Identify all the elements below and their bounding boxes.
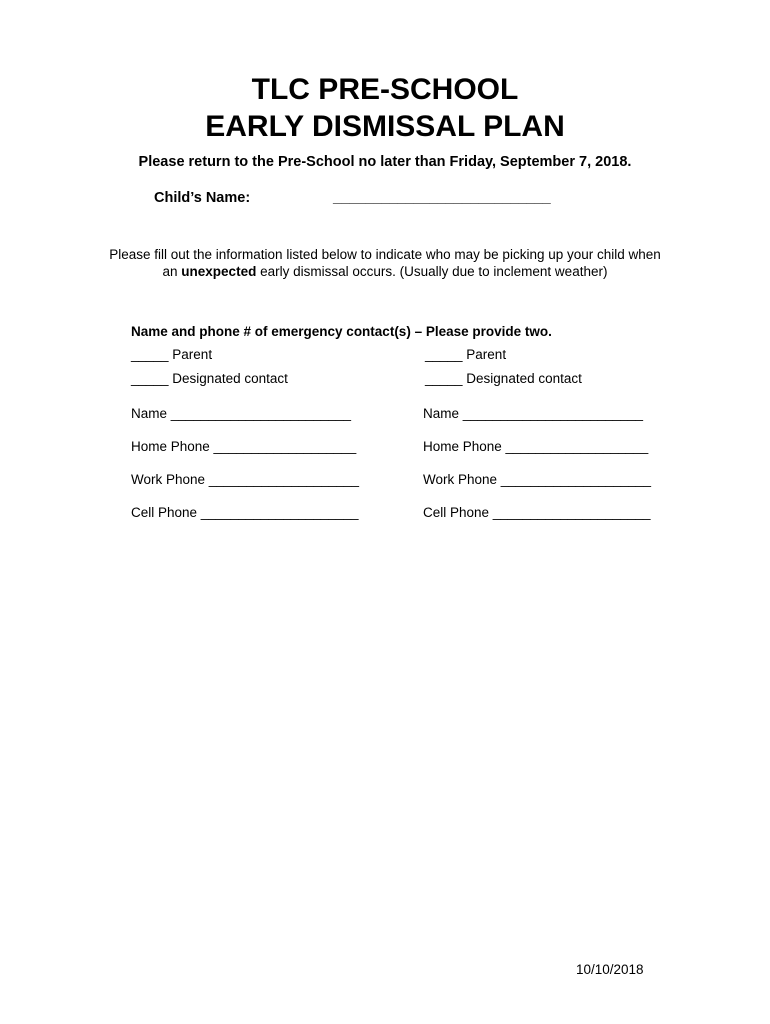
contact2-home-phone-field[interactable]: Home Phone ___________________ [423, 439, 649, 454]
contacts-heading: Name and phone # of emergency contact(s) – Please provide two. [131, 324, 552, 339]
contact1-name-field[interactable]: Name ________________________ [131, 406, 351, 421]
contact1-designated-checkbox[interactable]: _____ Designated contact [131, 371, 288, 386]
return-notice: Please return to the Pre-School no later than Friday, September 7, 2018. [138, 154, 632, 170]
contact2-designated-checkbox[interactable]: _____ Designated contact [425, 371, 582, 386]
instructions-line-1: Please fill out the information listed below to indicate who may be picking up your child when [109, 247, 661, 262]
instructions-line-2 [0, 263, 770, 280]
child-name-field[interactable]: ___________________________ [333, 190, 551, 206]
contact2-name-field[interactable]: Name ________________________ [423, 406, 643, 421]
instructions-line-2-prefix: an [162, 264, 182, 279]
contact1-work-phone-field[interactable]: Work Phone ____________________ [131, 472, 359, 487]
contact1-cell-phone-field[interactable]: Cell Phone _____________________ [131, 505, 359, 520]
footer-date: 10/10/2018 [576, 962, 644, 977]
title-line-1: TLC PRE-SCHOOL [251, 73, 519, 106]
contact1-home-phone-field[interactable]: Home Phone ___________________ [131, 439, 357, 454]
contact2-cell-phone-field[interactable]: Cell Phone _____________________ [423, 505, 651, 520]
title-line-2: EARLY DISMISSAL PLAN [205, 110, 565, 143]
contact1-parent-checkbox[interactable]: _____ Parent [131, 347, 213, 362]
contact2-parent-checkbox[interactable]: _____ Parent [425, 347, 507, 362]
child-name-label: Child’s Name: [154, 190, 251, 206]
instructions-line-2-suffix: early dismissal occurs. (Usually due to inclement weather) [256, 264, 608, 279]
contact2-work-phone-field[interactable]: Work Phone ____________________ [423, 472, 651, 487]
instructions-emphasis: unexpected [181, 264, 257, 279]
